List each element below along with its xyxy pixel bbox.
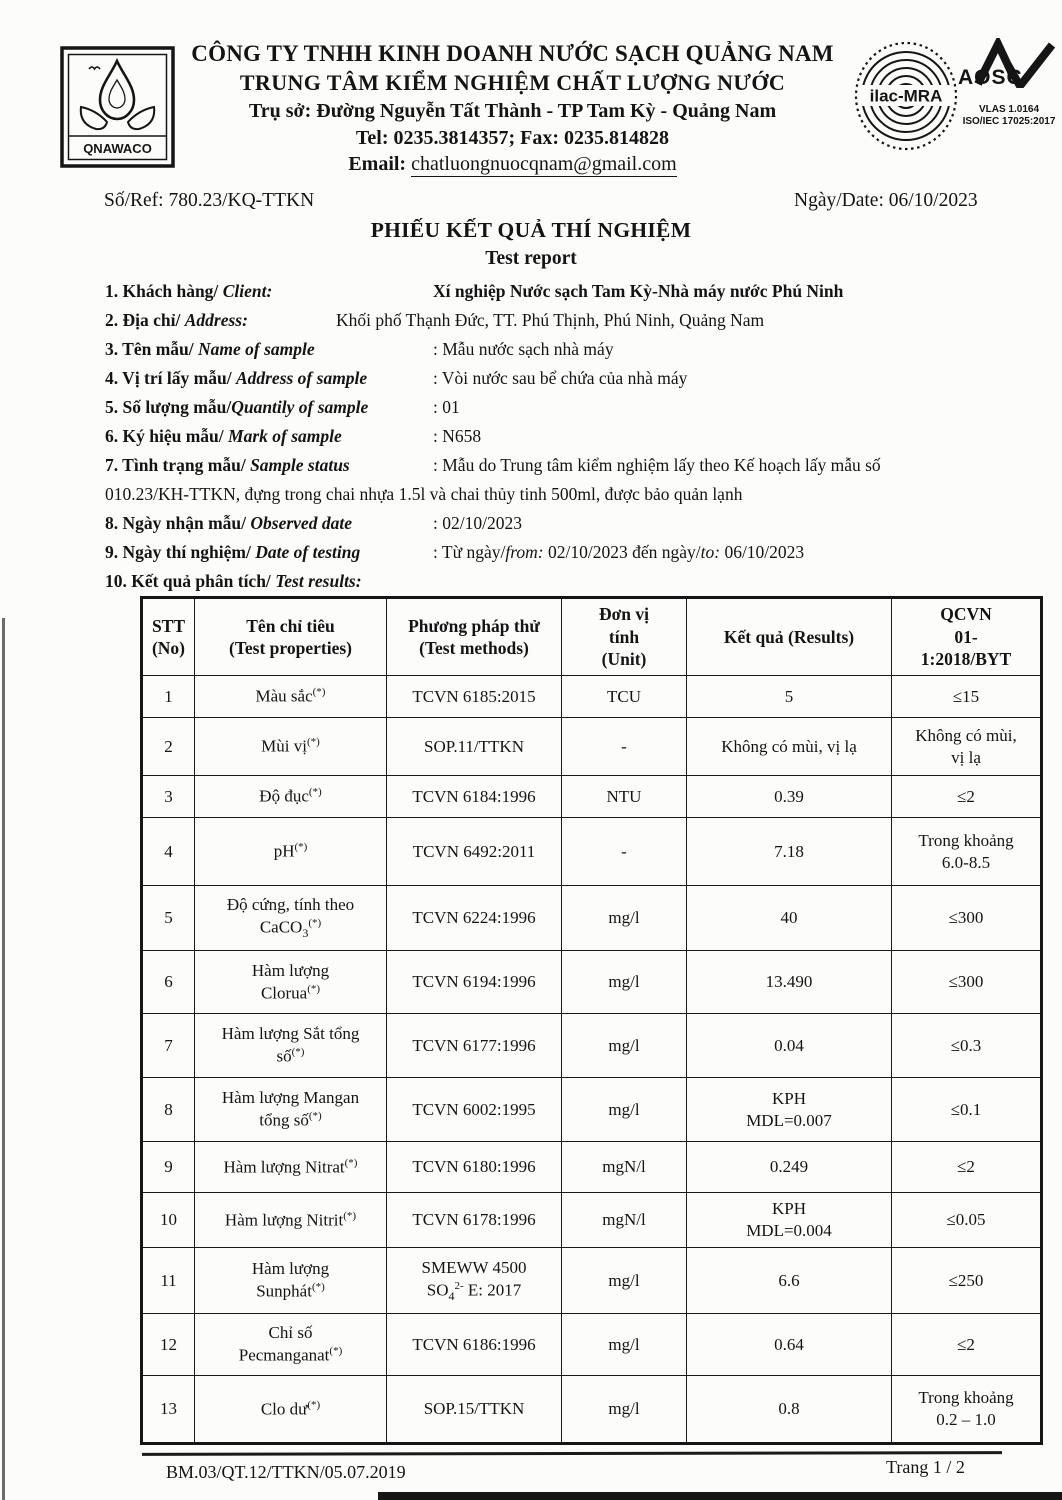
col-limit: ≤250	[892, 1248, 1042, 1314]
tel-fax: Tel: 0235.3814357; Fax: 0235.814828	[355, 126, 670, 149]
col-unit: mg/l	[562, 1014, 687, 1078]
results-table-header-cell: STT (No)	[142, 598, 195, 676]
col-no: 8	[142, 1078, 195, 1142]
col-result: 5	[687, 676, 892, 718]
info-item	[105, 335, 965, 364]
col-name: Hàm lượng Sắt tổng số(*)	[195, 1014, 387, 1078]
info-value: : Mẫu do Trung tâm kiểm nghiệm lấy theo Kế hoạch lấy mẫu số	[433, 455, 881, 475]
col-unit: mgN/l	[562, 1193, 687, 1248]
col-unit: TCU	[562, 676, 687, 718]
col-limit: Trong khoảng 0.2 – 1.0	[892, 1376, 1042, 1444]
col-limit: ≤2	[892, 776, 1042, 818]
info-label: 1. Khách hàng/ Client:	[105, 281, 273, 301]
footer-doc-code: BM.03/QT.12/TTKN/05.07.2019	[166, 1462, 406, 1482]
col-unit: NTU	[562, 776, 687, 818]
info-label: 7. Tình trạng mẫu/ Sample status	[105, 455, 350, 475]
info-item	[105, 422, 965, 451]
col-method: TCVN 6186:1996	[387, 1314, 562, 1376]
water-drop-hands-icon	[60, 46, 175, 168]
col-method: SOP.11/TTKN	[387, 718, 562, 776]
info-value: : Mẫu nước sạch nhà máy	[433, 339, 614, 359]
col-method: TCVN 6194:1996	[387, 951, 562, 1014]
col-limit: ≤2	[892, 1142, 1042, 1193]
col-no: 11	[142, 1248, 195, 1314]
footer-divider	[142, 1451, 1002, 1456]
col-limit: Không có mùi, vị lạ	[892, 718, 1042, 776]
col-result: 0.8	[687, 1376, 892, 1444]
col-unit: mg/l	[562, 1376, 687, 1444]
col-no: 7	[142, 1014, 195, 1078]
col-no: 2	[142, 718, 195, 776]
info-item	[105, 306, 965, 335]
col-unit: mg/l	[562, 951, 687, 1014]
info-label: 9. Ngày thí nghiệm/ Date of testing	[105, 542, 361, 562]
report-date: Ngày/Date: 06/10/2023	[794, 190, 978, 211]
col-name: Hàm lượng Nitrat(*)	[195, 1142, 387, 1193]
results-table	[140, 596, 1043, 1445]
col-name: Hàm lượng Nitrit(*)	[195, 1193, 387, 1248]
col-name: Hàm lượng Clorua(*)	[195, 951, 387, 1014]
scan-artifact-bottom-band	[378, 1492, 1062, 1500]
table-row	[142, 1193, 1042, 1248]
col-result: 0.04	[687, 1014, 892, 1078]
col-name: Hàm lượng Sunphát(*)	[195, 1248, 387, 1314]
col-unit: mg/l	[562, 886, 687, 951]
table-row	[142, 1014, 1042, 1078]
qnawaco-label: QNAWACO	[83, 141, 152, 156]
info-value: : N658	[433, 426, 482, 446]
col-no: 1	[142, 676, 195, 718]
info-item	[105, 509, 965, 538]
col-no: 6	[142, 951, 195, 1014]
col-limit: ≤0.05	[892, 1193, 1042, 1248]
col-no: 13	[142, 1376, 195, 1444]
info-list	[105, 277, 965, 596]
info-item	[105, 393, 965, 422]
col-name: Chỉ số Pecmanganat(*)	[195, 1314, 387, 1376]
info-label: 8. Ngày nhận mẫu/ Observed date	[105, 513, 352, 533]
col-limit: Trong khoảng 6.0-8.5	[892, 818, 1042, 886]
info-value: : 01	[433, 397, 460, 417]
col-name: Mùi vị(*)	[195, 718, 387, 776]
email-address: chatluongnuocqnam@gmail.com	[411, 153, 677, 176]
col-name: Độ đục(*)	[195, 776, 387, 818]
col-unit: mg/l	[562, 1314, 687, 1376]
col-method: TCVN 6224:1996	[387, 886, 562, 951]
col-unit: mg/l	[562, 1248, 687, 1314]
col-name: Hàm lượng Mangan tổng số(*)	[195, 1078, 387, 1142]
results-table-head	[142, 598, 1042, 676]
accreditation-standard: ISO/IEC 17025:2017	[962, 116, 1056, 127]
col-name: Độ cứng, tính theo CaCO$_3$(*)	[195, 886, 387, 951]
col-unit: mg/l	[562, 1078, 687, 1142]
col-no: 4	[142, 818, 195, 886]
results-table-header-cell: Kết quả (Results)	[687, 598, 892, 676]
table-row	[142, 818, 1042, 886]
col-result: 7.18	[687, 818, 892, 886]
col-result: 0.64	[687, 1314, 892, 1376]
results-table-header-cell: Đơn vị tính (Unit)	[562, 598, 687, 676]
ref-number: Số/Ref: 780.23/KQ-TTKN	[104, 190, 315, 211]
ilac-mra-seal-icon	[852, 40, 960, 152]
col-result: 40	[687, 886, 892, 951]
info-item	[105, 451, 965, 480]
report-title-en: Test report	[485, 248, 577, 269]
table-row	[142, 776, 1042, 818]
results-table-header-cell: Tên chỉ tiêu (Test properties)	[195, 598, 387, 676]
results-table-body	[142, 676, 1042, 1444]
col-method: SMEWW 4500 $SO_4^{2-}$ E: 2017	[387, 1248, 562, 1314]
table-row	[142, 951, 1042, 1014]
col-result: 6.6	[687, 1248, 892, 1314]
info-value: Khối phố Thạnh Đức, TT. Phú Thịnh, Phú Ninh, Quảng Nam	[336, 310, 765, 330]
ilac-mra-label: ilac-MRA	[869, 86, 943, 106]
col-method: TCVN 6177:1996	[387, 1014, 562, 1078]
col-limit: ≤0.3	[892, 1014, 1042, 1078]
col-limit: ≤300	[892, 951, 1042, 1014]
table-row	[142, 1248, 1042, 1314]
center-name: TRUNG TÂM KIỂM NGHIỆM CHẤT LƯỢNG NƯỚC	[239, 70, 786, 96]
col-no: 10	[142, 1193, 195, 1248]
info-item	[105, 538, 965, 567]
col-method: TCVN 6180:1996	[387, 1142, 562, 1193]
qnawaco-logo	[60, 46, 175, 168]
col-no: 9	[142, 1142, 195, 1193]
company-name: CÔNG TY TNHH KINH DOANH NƯỚC SẠCH QUẢNG NAM	[191, 41, 834, 66]
col-unit: -	[562, 818, 687, 886]
col-name: pH(*)	[195, 818, 387, 886]
info-value: : 02/10/2023	[433, 513, 522, 533]
page-number: Trang 1 / 2	[886, 1457, 965, 1477]
col-unit: -	[562, 718, 687, 776]
col-no: 12	[142, 1314, 195, 1376]
results-table-header-cell: Phương pháp thử (Test methods)	[387, 598, 562, 676]
col-method: TCVN 6178:1996	[387, 1193, 562, 1248]
info-label: 10. Kết quả phân tích/ Test results:	[105, 571, 362, 591]
col-no: 5	[142, 886, 195, 951]
table-row	[142, 1376, 1042, 1444]
email-line	[180, 153, 845, 177]
aosc-logo	[958, 38, 1060, 133]
info-label: 6. Ký hiệu mẫu/ Mark of sample	[105, 426, 342, 446]
info-value: : Từ ngày/from: 02/10/2023 đến ngày/to: 06/10/2023	[433, 542, 805, 562]
col-name: Màu sắc(*)	[195, 676, 387, 718]
col-method: TCVN 6185:2015	[387, 676, 562, 718]
info-value: Xí nghiệp Nước sạch Tam Kỳ-Nhà máy nước Phú Ninh	[433, 281, 844, 301]
col-limit: ≤300	[892, 886, 1042, 951]
results-table-header-cell: QCVN 01- 1:2018/BYT	[892, 598, 1042, 676]
table-row	[142, 718, 1042, 776]
info-label: 3. Tên mẫu/ Name of sample	[105, 339, 315, 359]
col-result: 0.249	[687, 1142, 892, 1193]
col-limit: ≤0.1	[892, 1078, 1042, 1142]
col-limit: ≤15	[892, 676, 1042, 718]
col-unit: mgN/l	[562, 1142, 687, 1193]
info-value-continued: 010.23/KH-TTKN, đựng trong chai nhựa 1.5l và chai thủy tinh 500ml, được bảo quản lạnh	[105, 484, 743, 504]
col-limit: ≤2	[892, 1314, 1042, 1376]
col-result: KPH MDL=0.007	[687, 1078, 892, 1142]
table-row	[142, 676, 1042, 718]
report-title-vi: PHIẾU KẾT QUẢ THÍ NGHIỆM	[370, 218, 692, 242]
col-result: Không có mùi, vị lạ	[687, 718, 892, 776]
col-method: TCVN 6184:1996	[387, 776, 562, 818]
info-item	[105, 364, 965, 393]
email-label: Email:	[348, 153, 412, 176]
info-label: 2. Địa chỉ/ Address:	[105, 310, 248, 330]
info-value: : Vòi nước sau bể chứa của nhà máy	[433, 368, 688, 388]
accreditation-code: VLAS 1.0164	[978, 104, 1040, 115]
col-no: 3	[142, 776, 195, 818]
organization-header	[180, 40, 845, 177]
col-result: 0.39	[687, 776, 892, 818]
info-label: 4. Vị trí lấy mẫu/ Address of sample	[105, 368, 368, 388]
col-method: SOP.15/TTKN	[387, 1376, 562, 1444]
col-result: 13.490	[687, 951, 892, 1014]
col-method: TCVN 6492:2011	[387, 818, 562, 886]
head-office-address: Trụ sở: Đường Nguyễn Tất Thành - TP Tam Kỳ - Quảng Nam	[248, 100, 777, 123]
table-row	[142, 1314, 1042, 1376]
col-result: KPH MDL=0.004	[687, 1193, 892, 1248]
info-label: 5. Số lượng mẫu/Quantily of sample	[105, 397, 369, 417]
col-method: TCVN 6002:1995	[387, 1078, 562, 1142]
table-row	[142, 1078, 1042, 1142]
col-name: Clo dư(*)	[195, 1376, 387, 1444]
info-item	[105, 277, 965, 306]
info-item	[105, 567, 965, 596]
table-row	[142, 886, 1042, 951]
table-row	[142, 1142, 1042, 1193]
ilac-mra-logo	[852, 40, 960, 152]
aosc-label: AOSC	[958, 66, 1023, 89]
scan-artifact-left-line	[2, 618, 5, 1500]
